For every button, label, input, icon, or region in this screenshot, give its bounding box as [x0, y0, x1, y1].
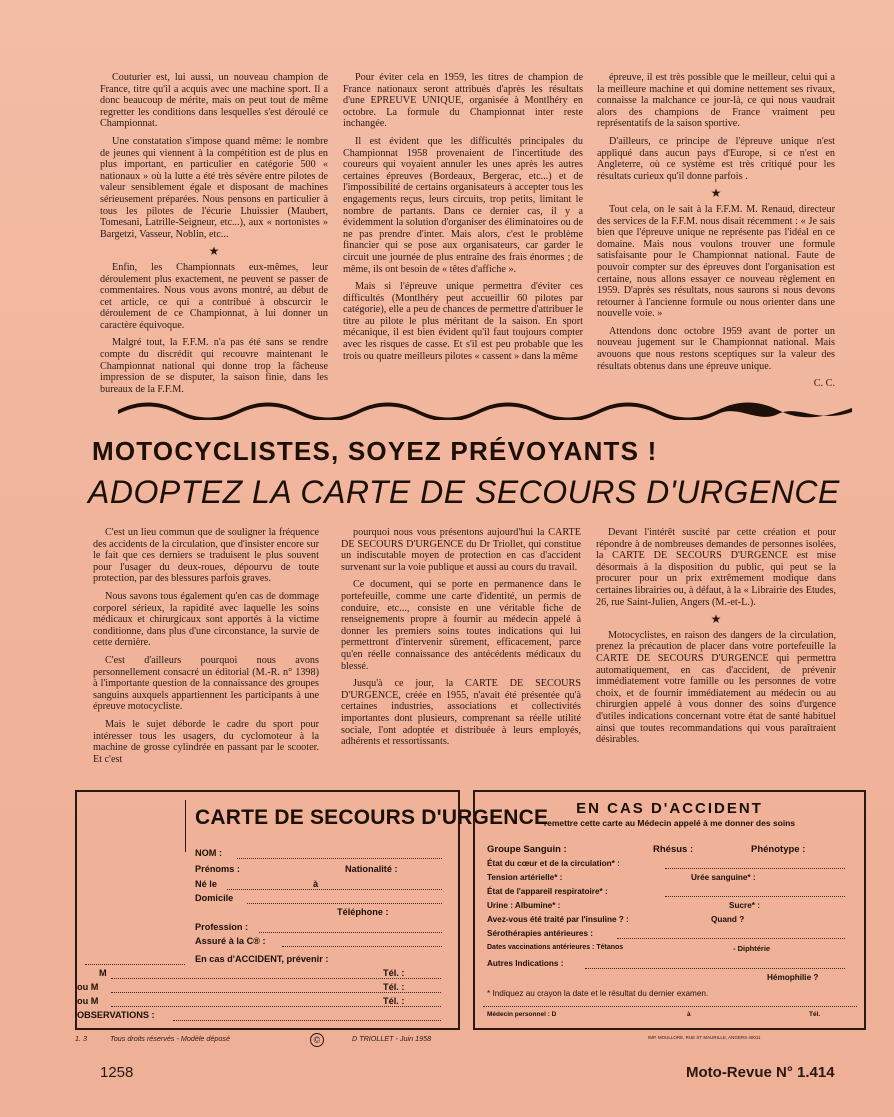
field-label-profession: Profession : [195, 922, 249, 932]
paragraph: épreuve, il est très possible que le meilleur, celui qui a la meilleure machine et qui domine nettement ses rivaux, connaisse la malchance ce jour-là, ce qui nous vaudrait alors des champions de France vraiment peu représentatifs de la saison sportive. [597, 72, 835, 130]
card-code: 1. 3 [75, 1034, 87, 1043]
paragraph: Ce document, qui se porte en permanence dans le portefeuille, comme une carte d'identité, un permis de conduire, etc..., consiste en une véritable fiche de renseignements propre à fournir au médecin appelé à donner les premiers soins toutes indications qui lui permettront d'intervenir sûrement, efficacement, parce qu'en réelle connaissance des antécédents médicaux du blessé. [341, 579, 581, 672]
field-label-rhesus: Rhésus : [653, 844, 694, 855]
field-line [85, 964, 185, 965]
paragraph: Motocyclistes, en raison des dangers de la circulation, prenez la précaution de placer dans votre portefeuille la CARTE DE SECOURS D'URGENCE qui permettra automatiquement, en cas d'accident, de prévenir immédiatement votre famille ou les personnes de votre choix, et de fournir immédiatement au médecin ou au chirurgien appelé à vous donner des soins d'urgence d'utiles indications concernant votre état de santé habituel ainsi que toutes recommandations qui vous paraîtraient désirables. [596, 629, 836, 746]
card-article-column-1 [93, 527, 319, 771]
paragraph: C'est d'ailleurs pourquoi nous avons personnellement consacré un éditorial (M.-R. n° 1398) à l'importante question de la connaissance des groupes sanguins auxquels appartiennent les participants à une épreuve motocycliste. [93, 654, 319, 713]
field-label-autres: Autres Indications : [487, 959, 564, 968]
contact-2-label: ou M [77, 982, 99, 992]
field-label-assure: Assuré à la C® : [195, 936, 266, 946]
headline-sub: ADOPTEZ LA CARTE DE SECOURS D'URGENCE [88, 474, 840, 510]
field-label-domicile: Domicile [195, 893, 234, 903]
field-label-insuline: Avez-vous été traité par l'insuline ? : [487, 915, 629, 924]
paragraph: Mais le sujet déborde le cadre du sport pour intéresser tous les usagers, du cyclomoteur à la machine de grosse cylindrée en passant par le scooter. Et c'est [93, 718, 319, 765]
field-line [282, 946, 442, 947]
paragraph: Tout cela, on le sait à la F.F.M. M. Renaud, directeur des services de la F.F.M. nous disait récemment : « Je sais bien que l'épreuve unique ne représente pas l'idéal en ce domaine. Mais nous voulons trouver une formule satisfaisante pour le Championnat national. Faute de pouvoir compter sur des épreuves dont l'organisation est certaine, nous allons essayer ce nouveau règlement en 1959. D'après ses résultats, nous saurons si nous devons retourner à l'ancienne formule ou nous orienter dans une nouvelle voie. » [597, 203, 835, 320]
field-label-diphterie: - Diphtérie [733, 944, 771, 953]
field-line [665, 868, 845, 869]
field-line [227, 889, 442, 890]
paragraph: Il est évident que les difficultés principales du Championnat 1958 provenaient de l'incertitude des coureurs qui voyaient annuler les unes après les autres certaines épreuves (Bordeaux, Bergerac, etc...) et de l'impossibilité de certains organisateurs à accepter tous les engagements reçus, leurs circuits, trop petits, limitant le nombre de partants. Dans ce dernier cas, il y a évidemment la solution d'organiser des éliminatoires ou de ne pas prendre d'inter. Mais alors, c'est le problème financier qui se pose aux organisateurs, car garder le circuit une journée de plus entraîne des frais énormes ; de même, ils ont besoin de « têtes d'affiche ». [343, 135, 583, 275]
field-line [483, 1006, 857, 1007]
field-label-phenotype: Phénotype : [751, 844, 806, 855]
author-signature: C. C. [813, 378, 835, 390]
wavy-divider [118, 398, 852, 420]
card-subtitle: remettre cette carte au Médecin appelé à me donner des soins [543, 818, 796, 828]
paragraph: Nous savons tous également qu'en cas de dommage corporel sérieux, la rapidité avec laquelle les soins médicaux et chirurgicaux sont apportés à la victime conditionne, dans plus d'une circonstance, la survie de cette dernière. [93, 590, 319, 649]
paragraph: Jusqu'à ce jour, la CARTE DE SECOURS D'URGENCE, créée en 1955, n'avait été présentée qu'à certaines industries, associations et collectivités importantes dont plusieurs, comprenant sa réelle utilité sociale, l'ont adoptée et distribuée à leurs employés, adhérents et ressortissants. [341, 678, 581, 748]
page-number: 1258 [100, 1064, 134, 1081]
paragraph: D'ailleurs, ce principe de l'épreuve unique n'est appliqué dans aucun pays d'Europe, si ce n'est en Angleterre, où ce système est très critiqué pour les résultats curieux qu'il donne parfois . [597, 135, 835, 182]
paragraph: pourquoi nous vous présentons aujourd'hui la CARTE DE SECOURS D'URGENCE du Dr Triollet, qui constitue un indiscutable moyen de protection en cas d'accident survenant sur la voie publique et aussi au cours du travail. [341, 527, 581, 573]
contact-3-tel: Tél. : [383, 996, 405, 1006]
paragraph: Pour éviter cela en 1959, les titres de champion de France nationaux seront attribués d'après les résultats d'une EPREUVE UNIQUE, organisée à Montlhéry en octobre. La formule du Championnat inter reste inchangée. [343, 72, 583, 130]
article-column-2 [343, 72, 583, 368]
field-label-tension: Tension artérielle* : [487, 873, 563, 882]
field-label-uree: Urée sanguine* : [691, 873, 756, 882]
field-label-tel: Tél. [809, 1011, 821, 1018]
field-line [247, 903, 442, 904]
field-label-respiratoire: État de l'appareil respiratoire* : [487, 887, 608, 896]
paragraph: C'est un lieu commun que de souligner la fréquence des accidents de la circulation, que d'insister encore sur le fait que ces derniers se traduisent le plus souvent pour l'usager du deux-roues, dépourvu de toute protection, par des blessures parfois graves. [93, 527, 319, 585]
field-label-sucre: Sucre* : [729, 901, 760, 910]
field-label-coeur: État du cœur et de la circulation* : [487, 859, 620, 868]
card-article-column-2 [341, 527, 581, 754]
paragraph: Attendons donc octobre 1959 avant de porter un nouveau jugement sur le Championnat national. Mais avouons que nous restons sceptiques sur la valeur des résultats obtenus dans une épreuve unique. [597, 325, 835, 372]
field-label-a: à [687, 1011, 691, 1018]
field-label-quand: Quand ? [711, 915, 745, 924]
contact-1-tel: Tél. : [383, 968, 405, 978]
field-line [585, 968, 845, 969]
field-label-prenoms: Prénoms : [195, 864, 240, 874]
printer-notice: IMP. MOULLORE, RUE ST MAURILLE, ANGERS 40011 [648, 1035, 761, 1040]
paragraph: Couturier est, lui aussi, un nouveau champion de France, titre qu'il a acquis avec une machine sport. Il a donc beaucoup de mérite, mais on peut tout de même regretter les conditions dans lesquelles s'est déroulé ce Championnat. [100, 72, 328, 130]
field-line [173, 1020, 441, 1021]
card-title: CARTE DE SECOURS D'URGENCE [195, 806, 549, 829]
field-label-vaccinations: Dates vaccinations antérieures : Tétanos [487, 944, 624, 951]
field-label-medecin: Médecin personnel : D [487, 1011, 557, 1018]
emergency-card-back [473, 790, 866, 1030]
field-line [111, 1006, 441, 1007]
paragraph: Devant l'intérêt suscité par cette création et pour répondre à de nombreuses demandes de personnes isolées, la CARTE DE SECOURS D'URGENCE est mise désormais à la disposition du public, qui peut se la procurer pour un prix extrêmement modique dans certaines librairies ou, à défaut, à la « Librairie des Etudes, 26, rue Saint-Julien, Angers (M.-et-L.). [596, 527, 836, 608]
field-line [617, 938, 845, 939]
field-label-groupe: Groupe Sanguin : [487, 844, 567, 855]
contact-3-label: ou M [77, 996, 99, 1006]
card-author: D TRIOLLET - Juin 1958 [352, 1034, 432, 1043]
star-separator: ★ [710, 612, 722, 627]
star-separator: ★ [710, 186, 722, 201]
field-label-hemophilie: Hémophilie ? [767, 973, 819, 982]
headline-main: MOTOCYCLISTES, SOYEZ PRÉVOYANTS ! [92, 436, 658, 466]
rights-notice: Tous droits réservés - Modèle déposé [110, 1034, 230, 1043]
contact-2-tel: Tél. : [383, 982, 405, 992]
field-line [237, 858, 442, 859]
card-title: EN CAS D'ACCIDENT [576, 800, 763, 817]
article-column-1 [100, 72, 328, 401]
field-line [259, 932, 442, 933]
field-label-observations: OBSERVATIONS : [77, 1010, 155, 1020]
field-label-ne-le: Né le [195, 879, 217, 889]
field-note: * Indiquez au crayon la date et le résultat du dernier examen. [487, 989, 709, 998]
card-divider-line [185, 800, 186, 852]
copyright-symbol: © [310, 1033, 324, 1047]
paragraph: Mais si l'épreuve unique permettra d'éviter ces difficultés (Montlhéry peut accueillir 60 pilotes par catégorie), elle a peu de chances de permettre d'attribuer le titre au pilote le plus méritant de la saison. En sport mécanique, il est bien évident qu'il faut toujours compter avec les risques de casse. Et s'il est peu probable que les trois ou quatre meilleurs pilotes « cassent » dans la même [343, 281, 583, 362]
paragraph: Enfin, les Championnats eux-mêmes, leur déroulement plus exactement, ne peuvent se passer de commentaires. Nous vous avons montré, au début de cet article, ce qui a contribué à obscurcir le déroulement de ce Championnat, à lui donner un caractère équivoque. [100, 261, 328, 331]
field-label-a: à [313, 879, 319, 889]
magazine-reference: Moto-Revue N° 1.414 [686, 1064, 835, 1081]
field-label-telephone: Téléphone : [337, 907, 389, 917]
field-label-urine: Urine : Albumine* : [487, 901, 561, 910]
paragraph: Une constatation s'impose quand même: le nombre de jeunes qui viennent à la compétition est de plus en plus important, en particulier en catégorie 500 « nationaux » où la lutte a été très sévère entre pilotes de valeur sensiblement égale et disposant de machines sérieusement préparées. Nous pensons en particulier à tous les pilotes de l'écurie Lhuissier (Maubert, Tomesani, Latrille-Seigneur, etc...), aux « nortonistes » Bargetzi, Vasseur, Noblin, etc... [100, 135, 328, 240]
field-line [111, 992, 441, 993]
paragraph: Malgré tout, la F.F.M. n'a pas été sans se rendre compte du discrédit qui recouvre maintenant le Championnat national qui donne trop la fâcheuse impression de se disputer, la saison finie, dans les bureaux de la F.F.M. [100, 337, 328, 395]
field-line [665, 896, 845, 897]
field-label-nationalite: Nationalité : [345, 864, 398, 874]
article-column-3 [597, 72, 835, 396]
field-label-serotherapies: Sérothérapies antérieures : [487, 929, 594, 938]
star-separator: ★ [208, 244, 220, 259]
card-article-column-3 [596, 527, 836, 752]
field-label-en-cas: En cas d'ACCIDENT, prévenir : [195, 954, 329, 964]
field-line [111, 978, 441, 979]
field-label-nom: NOM : [195, 848, 223, 858]
contact-1-label: M [99, 968, 107, 978]
